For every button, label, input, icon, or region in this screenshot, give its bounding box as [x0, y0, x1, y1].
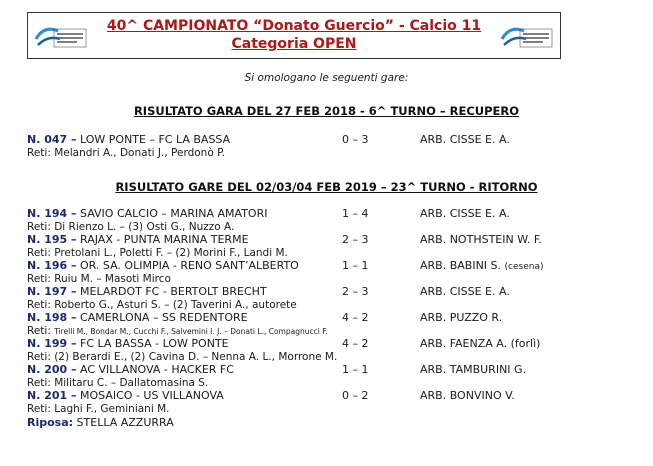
match-block	[27, 286, 627, 312]
match-score: 2 – 3	[342, 233, 369, 246]
match-block	[27, 390, 627, 416]
match-block	[27, 208, 627, 234]
match-number: N. 195 –	[27, 233, 77, 246]
match-teams: OR. SA. OLIMPIA - RENO SANT’ALBERTO	[80, 259, 299, 272]
match-score: 1 – 4	[342, 207, 369, 220]
section-title-ritorno: RISULTATO GARE DEL 02/03/04 FEB 2019 – 23^ TURNO - RITORNO	[115, 180, 538, 194]
match-teams: FC LA BASSA - LOW PONTE	[80, 337, 229, 350]
match-referee: ARB. BONVINO V.	[420, 389, 515, 402]
match-teams: MELARDOT FC - BERTOLT BRECHT	[80, 285, 267, 298]
match-goals: Reti: Laghi F., Geminiani M.	[27, 403, 170, 415]
match-referee: ARB. PUZZO R.	[420, 311, 503, 324]
match-number: N. 197 –	[27, 285, 77, 298]
match-block	[27, 234, 627, 260]
match-goals: Reti: Melandri A., Donati J., Perdonò P.	[27, 147, 226, 159]
csi-logo-icon	[32, 19, 90, 53]
match-referee: ARB. FAENZA A. (forlì)	[420, 337, 541, 350]
title-line-2: Categoria OPEN	[231, 36, 357, 52]
match-number: N. 200 –	[27, 363, 77, 376]
rest-label: Riposa:	[27, 416, 74, 429]
match-number: N. 196 –	[27, 259, 77, 272]
match-referee	[420, 260, 543, 274]
rest-line	[27, 416, 174, 429]
match-teams: SAVIO CALCIO – MARINA AMATORI	[80, 207, 268, 220]
match-referee: ARB. CISSE E. A.	[420, 133, 510, 146]
match-score: 1 – 1	[342, 363, 369, 376]
match-score: 0 – 3	[342, 133, 369, 146]
match-block	[27, 364, 627, 390]
match-goals: Reti: Militaru C. – Dallatomasina S.	[27, 377, 209, 389]
match-score: 2 – 3	[342, 285, 369, 298]
goals-prefix: Reti:	[27, 325, 51, 337]
page-title	[98, 17, 490, 53]
match-block	[27, 134, 627, 160]
match-score: 4 – 2	[342, 311, 369, 324]
referee-name: ARB. BABINI S.	[420, 259, 502, 272]
match-number: N. 198 –	[27, 311, 77, 324]
rest-team: STELLA AZZURRA	[76, 416, 174, 429]
match-goals: Reti: (2) Berardi E., (2) Cavina D. – Nenna A. L., Morrone M.	[27, 351, 338, 363]
csi-logo-icon	[498, 19, 556, 53]
match-number: N. 201 –	[27, 389, 77, 402]
match-teams: LOW PONTE – FC LA BASSA	[80, 133, 231, 146]
match-goals: Reti: Pretolani L., Poletti F. – (2) Morini F., Landi M.	[27, 247, 288, 259]
referee-note: (cesena)	[504, 262, 544, 272]
match-referee: ARB. NOTHSTEIN W. F.	[420, 233, 542, 246]
match-number: N. 194 –	[27, 207, 77, 220]
match-goals: Reti: Di Rienzo L. – (3) Osti G., Nuzzo A.	[27, 221, 235, 233]
match-teams: CAMERLONA – SS REDENTORE	[80, 311, 248, 324]
intro-text: Si omologano le seguenti gare:	[244, 72, 409, 84]
match-goals: Reti: Roberto G., Asturi S. – (2) Taverini A., autorete	[27, 299, 297, 311]
match-goals: Reti: Ruiu M. – Masoti Mirco	[27, 273, 171, 285]
match-referee: ARB. TAMBURINI G.	[420, 363, 527, 376]
match-score: 1 – 1	[342, 259, 369, 272]
match-teams: RAJAX - PUNTA MARINA TERME	[80, 233, 249, 246]
title-line-1: 40^ CAMPIONATO “Donato Guercio” - Calcio 11	[106, 18, 482, 34]
section-title-recupero: RISULTATO GARA DEL 27 FEB 2018 - 6^ TURNO – RECUPERO	[133, 104, 520, 118]
match-block	[27, 338, 627, 364]
match-referee: ARB. CISSE E. A.	[420, 285, 510, 298]
match-referee: ARB. CISSE E. A.	[420, 207, 510, 220]
header-box	[27, 12, 561, 59]
match-teams: AC VILLANOVA - HACKER FC	[80, 363, 234, 376]
match-block	[27, 312, 627, 339]
match-teams: MOSAICO - US VILLANOVA	[80, 389, 224, 402]
goals-list: Tirelli M., Bondar M., Cucchi F., Salvemini I. J. – Donati L., Compagnucci F.	[54, 327, 328, 336]
match-block	[27, 260, 627, 286]
match-score: 4 – 2	[342, 337, 369, 350]
match-number: N. 047 –	[27, 133, 77, 146]
match-score: 0 – 2	[342, 389, 369, 402]
match-number: N. 199 –	[27, 337, 77, 350]
